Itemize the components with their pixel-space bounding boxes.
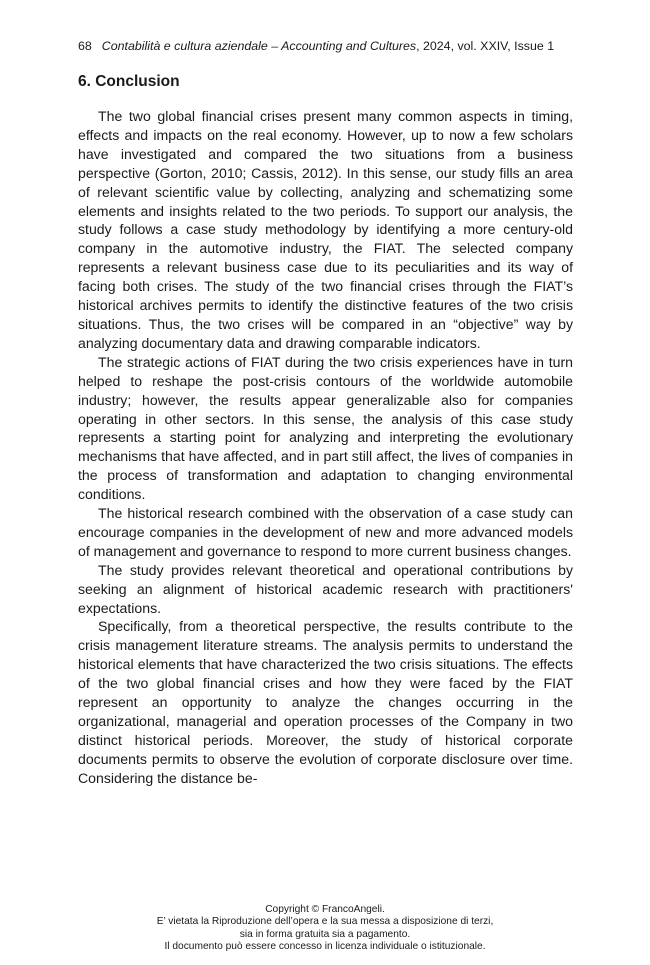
paragraph-1: The two global financial crises present many common aspects in timing, effects and impacts on the real economy. However, up to now a few scholars have investigated and compared the two situations from a business perspective (Gorton, 2010; Cassis, 2012). In this sense, our study fills an area of relevant scientific value by collecting, analyzing and schematizing some elements and insights related to the two periods. To support our analysis, the study follows a case study methodology by identifying a more century-old company in the automotive industry, the FIAT. The selected company represents a relevant business case due to its peculiarities and its way of facing both crises. The study of the two financial crises through the FIAT’s historical archives permits to identify the distinctive features of the two crisis situations. Thus, the two crises will be compared in an “objective” way by analyzing documentary data and drawing comparable indicators. <box>78 108 573 351</box>
paragraph-2: The strategic actions of FIAT during the two crisis experiences have in turn helped to reshape the post-crisis contours of the worldwide automobile industry; however, the results appear generalizable also for companies operating in other sectors. In this sense, the analysis of this case study represents a starting point for analyzing and interpreting the evolutionary mechanisms that have affected, and in part still affect, the lives of companies in the process of transformation and adaptation to changing environmental conditions. <box>78 353 573 503</box>
footer-line-4: Il documento può essere concesso in licenza individuale o istituzionale. <box>164 940 486 952</box>
page-number: 68 <box>78 39 92 53</box>
journal-issue-info: , 2024, vol. XXIV, Issue 1 <box>416 39 555 53</box>
journal-title: Contabilità e cultura aziendale – Accounting and Cultures <box>101 39 417 53</box>
body-text <box>78 107 573 788</box>
footer-line-2: E’ vietata la Riproduzione dell’opera e la sua messa a disposizione di terzi, <box>156 916 494 928</box>
copyright-line: Copyright © FrancoAngeli. <box>265 904 385 915</box>
paragraph-5: Specifically, from a theoretical perspective, the results contribute to the crisis management literature streams. The analysis permits to understand the historical elements that have characterized the two crisis situations. The effects of the two global financial crises and how they were faced by the FIAT represent an opportunity to analyze the changes occurring in the organizational, managerial and operation processes of the Company in two distinct historical periods. Moreover, the study of historical corporate documents permits to observe the evolution of corporate disclosure over time. Considering the distance be- <box>78 618 573 786</box>
paragraph-4: The study provides relevant theoretical and operational contributions by seeking an alignment of historical academic research with practitioners' expectations. <box>78 561 573 616</box>
copyright-footer <box>0 904 650 953</box>
paragraph-3: The historical research combined with the observation of a case study can encourage companies in the development of new and more advanced models of management and governance to respond to more current business changes. <box>78 505 573 559</box>
running-header <box>78 38 578 54</box>
footer-line-3: sia in forma gratuita sia a pagamento. <box>239 928 411 940</box>
section-heading: 6. Conclusion <box>78 73 180 90</box>
